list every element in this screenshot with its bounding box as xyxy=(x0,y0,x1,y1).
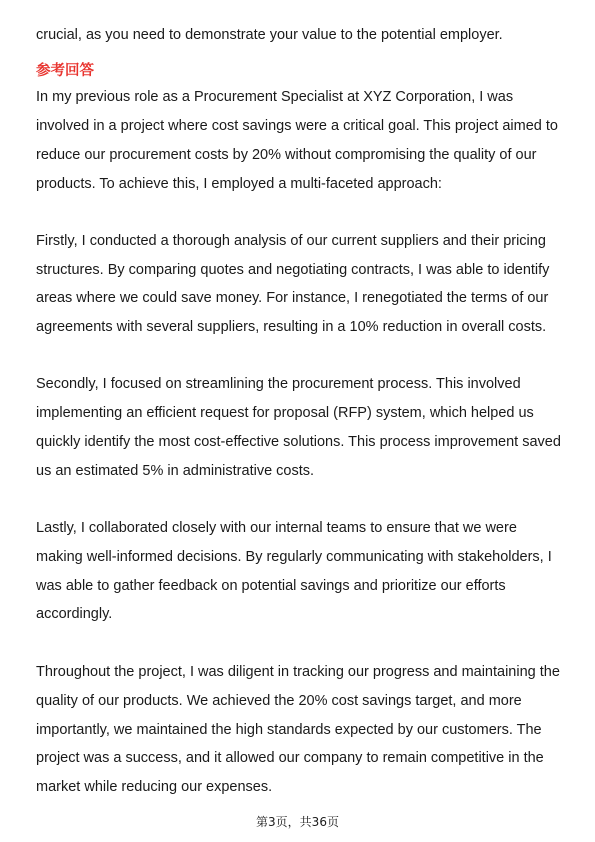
paragraph-line: quickly identify the most cost-effective solutions. This process improvement saved xyxy=(36,434,561,450)
answer-heading: 参考回答 xyxy=(36,63,94,79)
page-footer: 第3页，共36页 xyxy=(256,815,339,829)
paragraph-line: areas where we could save money. For instance, I renegotiated the terms of our xyxy=(36,290,549,306)
paragraph-line: agreements with several suppliers, resulting in a 10% reduction in overall costs. xyxy=(36,319,547,335)
intro-line: crucial, as you need to demonstrate your value to the potential employer. xyxy=(36,27,503,43)
paragraph-line: importantly, we maintained the high standards expected by our customers. The xyxy=(36,722,542,738)
paragraph-line: In my previous role as a Procurement Specialist at XYZ Corporation, I was xyxy=(36,89,514,105)
paragraph-line: market while reducing our expenses. xyxy=(36,779,273,795)
paragraph-line: Firstly, I conducted a thorough analysis of our current suppliers and their pricing xyxy=(36,233,546,249)
paragraph-line: Secondly, I focused on streamlining the procurement process. This involved xyxy=(36,376,521,392)
paragraph-line: quality of our products. We achieved the 20% cost savings target, and more xyxy=(36,693,522,709)
paragraph-line: making well-informed decisions. By regularly communicating with stakeholders, I xyxy=(36,549,552,565)
paragraph-line: us an estimated 5% in administrative costs. xyxy=(36,463,315,479)
paragraph-line: accordingly. xyxy=(36,606,113,622)
paragraph-line: involved in a project where cost savings were a critical goal. This project aimed to xyxy=(36,118,558,134)
paragraph-line: project was a success, and it allowed our company to remain competitive in the xyxy=(36,750,544,766)
paragraph-line: reduce our procurement costs by 20% without compromising the quality of our xyxy=(36,147,537,163)
paragraph-line: implementing an efficient request for proposal (RFP) system, which helped us xyxy=(36,405,534,421)
paragraph-line: Throughout the project, I was diligent in tracking our progress and maintaining the xyxy=(36,664,560,680)
paragraph-line: structures. By comparing quotes and negotiating contracts, I was able to identify xyxy=(36,262,550,278)
paragraph-line: products. To achieve this, I employed a multi-faceted approach: xyxy=(36,176,442,192)
paragraph-line: was able to gather feedback on potential savings and prioritize our efforts xyxy=(36,578,506,594)
paragraph-line: Lastly, I collaborated closely with our internal teams to ensure that we were xyxy=(36,520,517,536)
